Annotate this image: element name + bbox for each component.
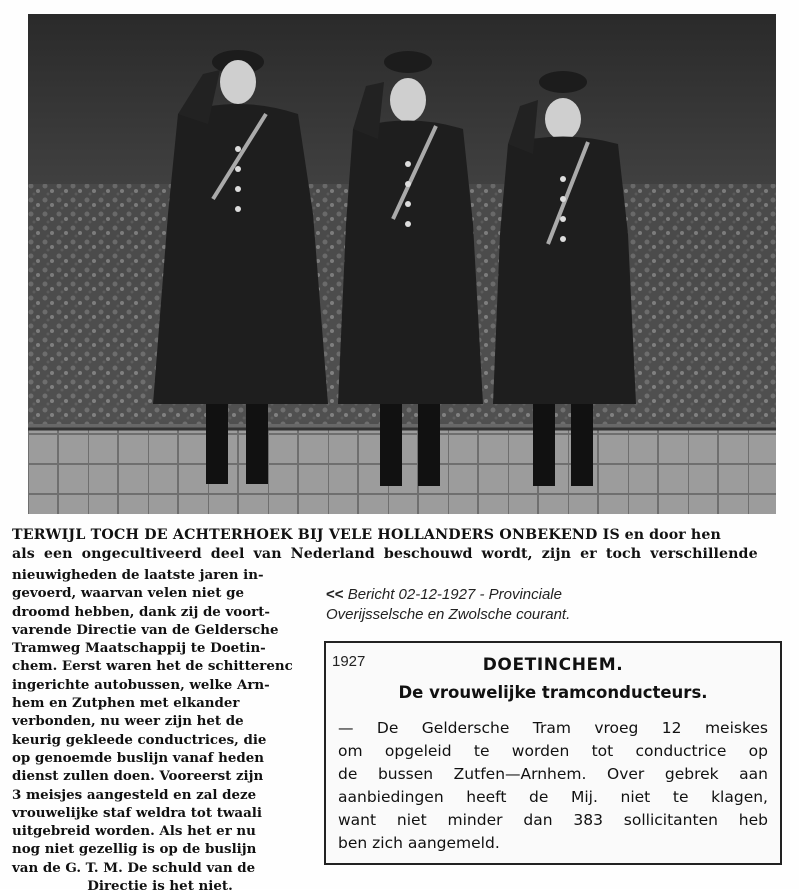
clipping-line: de bussen Zutfen—Arnhem. Over gebrek aan [338, 765, 768, 783]
clipping-line: want niet minder dan 383 sollicitanten heb [338, 811, 768, 829]
photo-illustration [28, 14, 776, 514]
article-line: 3 meisjes aangesteld en zal deze [12, 786, 257, 803]
source-note-line1: Bericht 02-12-1927 - Provinciale [347, 586, 562, 603]
source-note-line2: Overijsselsche en Zwolsche courant. [326, 606, 571, 623]
article-line: nieuwigheden de laatste jaren in- [12, 567, 264, 583]
article-line: verbonden, nu weer zijn het de [12, 713, 244, 730]
article-line: dienst zullen doen. Vooreerst zijn [12, 768, 264, 785]
clipping-body [338, 717, 768, 855]
article-line: keurig gekleede conductrices, die [12, 731, 267, 748]
article-line: ingerichte autobussen, welke Arn- [12, 676, 270, 693]
article-line: chem. Eerst waren het de schitterenc [12, 658, 293, 675]
clipping-line: ben zich aangemeld. [338, 834, 500, 852]
article-line: nog niet gezellig is op de buslijn [12, 841, 257, 858]
article-line: op genoemde buslijn vanaf heden [12, 749, 264, 766]
headline [12, 526, 788, 564]
article-line: Tramweg Maatschappij te Doetin- [12, 640, 266, 657]
clipping-line: — De Geldersche Tram vroeg 12 meiskes [338, 719, 768, 737]
article-line: vrouwelijke staf weldra tot twaali [12, 804, 262, 821]
photo-three-conductresses-saluting [28, 14, 776, 514]
article-line: van de G. T. M. De schuld van de [12, 859, 256, 876]
article-line: droomd hebben, dank zij de voort- [12, 603, 270, 620]
arrow-marker: << [326, 586, 344, 603]
clipping-line: aanbiedingen heeft de Mij. niet te klagen, [338, 788, 768, 806]
headline-tail: en door hen [624, 527, 721, 543]
source-note [326, 585, 786, 625]
article-line: uitgebreid worden. Als het er nu [12, 823, 256, 840]
headline-caps: TERWIJL TOCH DE ACHTERHOEK BIJ VELE HOLLANDERS ONBEKEND IS [12, 527, 620, 543]
article-line: gevoerd, waarvan velen niet ge [12, 585, 245, 602]
headline-line2: als een ongecultiveerd deel van Nederland beschouwd wordt, zijn er toch verschillende [12, 546, 758, 562]
newspaper-clipping [324, 641, 782, 865]
article-line: varende Directie van de Geldersche [12, 621, 279, 638]
clipping-line: om opgeleid te worden tot conductrice op [338, 742, 768, 760]
article-line: Directie is het niet. [87, 878, 233, 895]
clipping-year: 1927 [332, 653, 366, 670]
clipping-title: DOETINCHEM. [482, 655, 624, 675]
article-line: hem en Zutphen met elkander [12, 695, 240, 712]
article-column [12, 566, 308, 895]
clipping-subtitle: De vrouwelijke tramconducteurs. [398, 683, 708, 702]
